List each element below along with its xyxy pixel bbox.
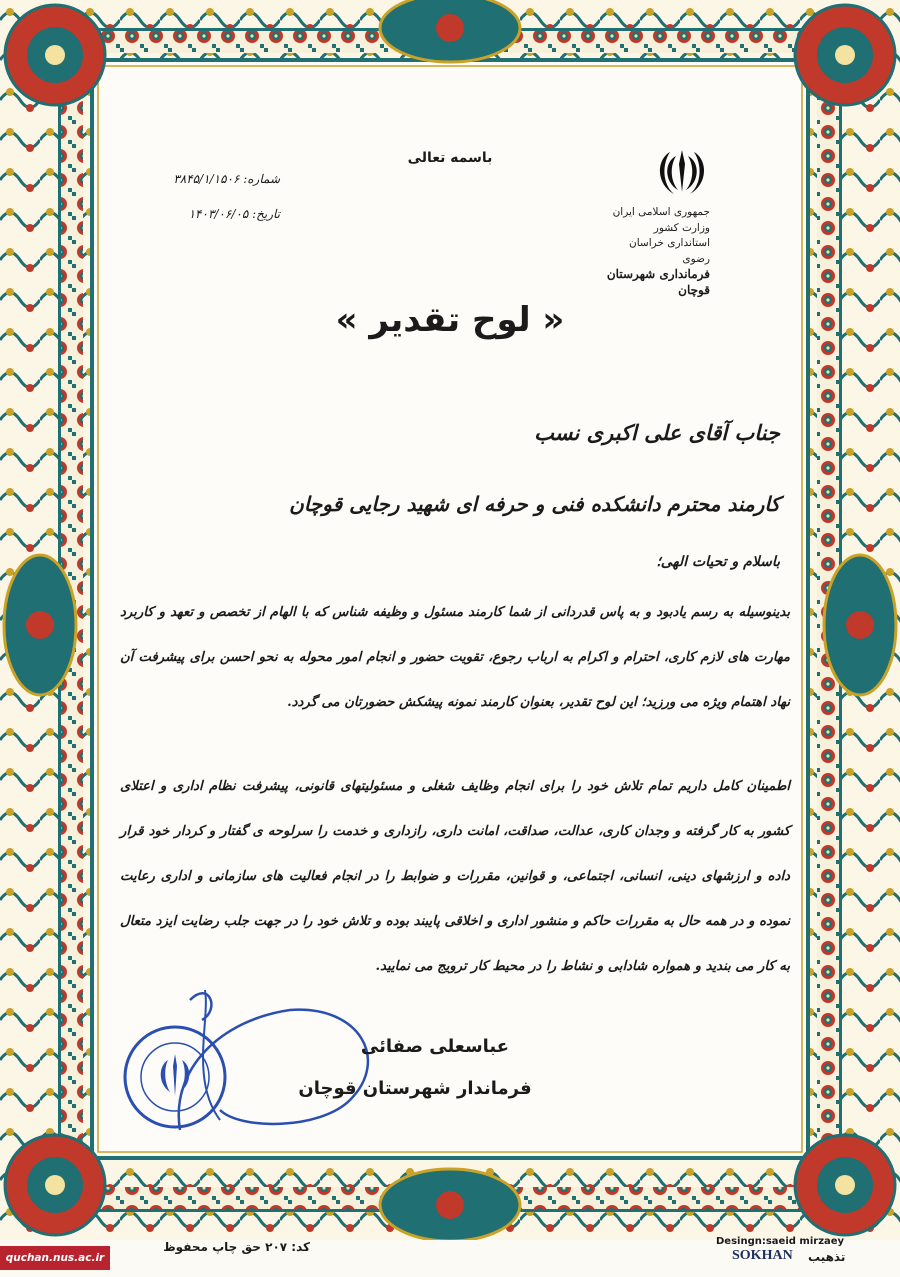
signatory-position: فرماندار شهرستان قوچان	[298, 1078, 532, 1099]
source-watermark: quchan.nus.ac.ir	[0, 1246, 110, 1270]
body-paragraph-2: اطمینان کامل داریم تمام تلاش خود را برای انجام وظایف شغلی و مسئولیتهای قانونی، پیشرفت نظام اداری و اعتلای کشور به کار گرفته و وجدان کاری، عدالت، صداقت، امانت داری، رازداری و خدمت را سرلوحه ی گفتار و کردار خود قرار داده و ارزشهای دینی، انسانی، اجتماعی، و قوانین، مقررات و ضوابط را در انجام فعالیت های سازمانی و اداری رعایت نموده و در همه حال به مقررات حاکم و منشور اداری و اخلاقی پایبند بوده و تلاش خود را در جهت جلب رضایت ایزد متعال به کار می بندید و همواره شادابی و نشاط را در محیط کار ترویج می نمایید.	[120, 779, 790, 974]
reference-number: شماره: ۳۸۴۵/۱/۱۵۰۶	[173, 172, 280, 186]
org-line: استانداری خراسان رضوی	[629, 237, 710, 265]
certificate-title: « لوح تقدیر »	[335, 300, 565, 340]
body-paragraph-1: بدینوسیله به رسم یادبود و به پاس قدردانی از شما کارمند مسئول و وظیفه شناس که با الهام از تخصص و تعهد و کاربرد مهارت های لازم کاری، احترام و اکرام به ارباب رجوع، تقویت حضور و انجام امور محوله به نحو احسن برای پیشرفت آن نهاد اهتمام ویژه می ورزید؛ این لوح تقدیر، بعنوان کارمند نمونه پیشکش حضورتان می گردد.	[120, 605, 790, 710]
brand-logo: SOKHAN	[732, 1248, 793, 1263]
recipient-name: جناب آقای علی اکبری نسب	[534, 420, 780, 445]
basmala: باسمه تعالی	[407, 150, 493, 166]
print-code: کد: ۲۰۷ حق چاپ محفوظ	[163, 1240, 310, 1254]
illumination-label: تذهیب	[808, 1250, 846, 1264]
handwritten-signature	[150, 980, 390, 1140]
greeting: باسلام و تحیات الهی؛	[656, 554, 780, 570]
signatory-name: عباسعلی صفائی	[360, 1036, 510, 1057]
recipient-affiliation: کارمند محترم دانشکده فنی و حرفه ای شهید رجایی قوچان	[289, 492, 780, 516]
designer-credit: Desingn:saeid mirzaey	[716, 1236, 845, 1247]
org-line: جمهوری اسلامی ایران	[612, 206, 710, 218]
org-line-governorate: فرمانداری شهرستان قوچان	[606, 267, 710, 297]
iran-emblem-icon	[652, 146, 712, 198]
org-line: وزارت کشور	[653, 221, 710, 234]
issuing-organization	[600, 205, 710, 298]
reference-date: تاریخ: ۱۴۰۳/۰۶/۰۵	[188, 207, 280, 221]
